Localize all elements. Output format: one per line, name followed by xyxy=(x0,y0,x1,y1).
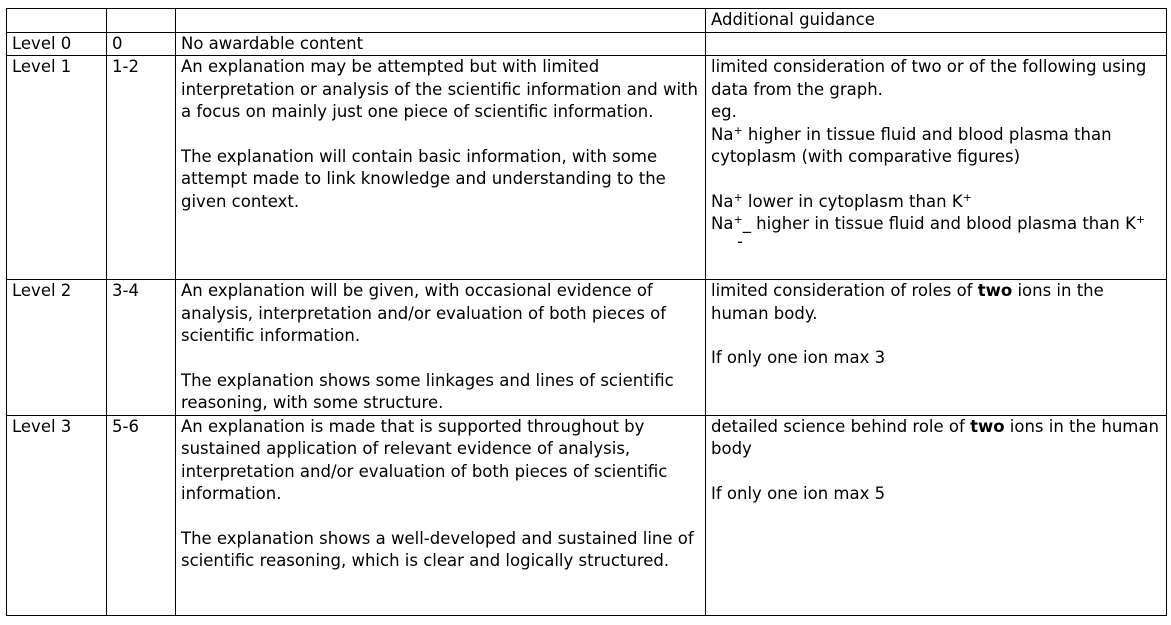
descriptor-text: An explanation is made that is supported throughout by sustained application of relevant evidence of analysis, interpretation and/or evaluation of both pieces of scientific information. xyxy=(181,416,668,503)
guidance-note: If only one ion max 5 xyxy=(711,483,886,503)
descriptor-cell xyxy=(176,56,706,280)
descriptor-text: An explanation may be attempted but with limited interpretation or analysis of the scientific information and with a focus on mainly just one piece of scientific information. xyxy=(181,57,698,121)
guidance-point-1: Na+ higher in tissue fluid and blood plasma than cytoplasm (with comparative figures) xyxy=(711,123,1112,166)
guidance-cell xyxy=(706,280,1167,416)
descriptor-text: An explanation will be given, with occasional evidence of analysis, interpretation and/or evaluation of both pieces of scientific information. xyxy=(181,281,667,345)
descriptor-text: The explanation will contain basic information, with some attempt made to link knowledge and understanding to the given context. xyxy=(181,146,666,211)
guidance-point-3: Na+_ higher in tissue fluid and blood plasma than K+ xyxy=(711,213,1146,233)
descriptor-cell xyxy=(176,32,706,56)
descriptor-text: The explanation shows a well-developed and sustained line of scientific reasoning, which is clear and logically structured. xyxy=(181,528,694,570)
table-row-level-0 xyxy=(7,32,1167,56)
guidance-cell xyxy=(706,56,1167,280)
guidance-note: If only one ion max 3 xyxy=(711,348,886,367)
table-row-level-1 xyxy=(7,56,1167,280)
descriptor-cell xyxy=(176,415,706,615)
guidance-text: limited consideration of roles of two ions in the human body. xyxy=(711,281,1104,323)
guidance-intro: limited consideration of two or of the following using data from the graph. xyxy=(711,57,1147,99)
level-cell: Level 1 xyxy=(7,56,107,280)
level-cell: Level 2 xyxy=(7,280,107,416)
marks-cell: 0 xyxy=(107,32,176,56)
header-level-cell xyxy=(7,9,107,33)
guidance-text: detailed science behind role of two ions in the human body xyxy=(711,416,1159,458)
guidance-cell xyxy=(706,415,1167,615)
descriptor-text: The explanation shows some linkages and lines of scientific reasoning, with some structure. xyxy=(181,370,674,412)
guidance-eg: eg. xyxy=(711,102,737,121)
header-row xyxy=(7,9,1167,33)
descriptor-cell xyxy=(176,280,706,416)
marks-cell: 1-2 xyxy=(107,56,176,280)
header-marks-cell xyxy=(107,9,176,33)
header-descriptor-cell xyxy=(176,9,706,33)
mark-scheme-table xyxy=(6,8,1167,616)
marks-cell: 3-4 xyxy=(107,280,176,416)
table-row-level-2 xyxy=(7,280,1167,416)
guidance-dash: - xyxy=(737,231,743,251)
marks-cell: 5-6 xyxy=(107,415,176,615)
table-row-level-3 xyxy=(7,415,1167,615)
guidance-point-2: Na+ lower in cytoplasm than K+ xyxy=(711,190,972,211)
level-cell: Level 0 xyxy=(7,32,107,56)
header-guidance-cell: Additional guidance xyxy=(706,9,1167,33)
descriptor-text: No awardable content xyxy=(181,33,364,53)
guidance-cell xyxy=(706,32,1167,56)
level-cell: Level 3 xyxy=(7,415,107,615)
